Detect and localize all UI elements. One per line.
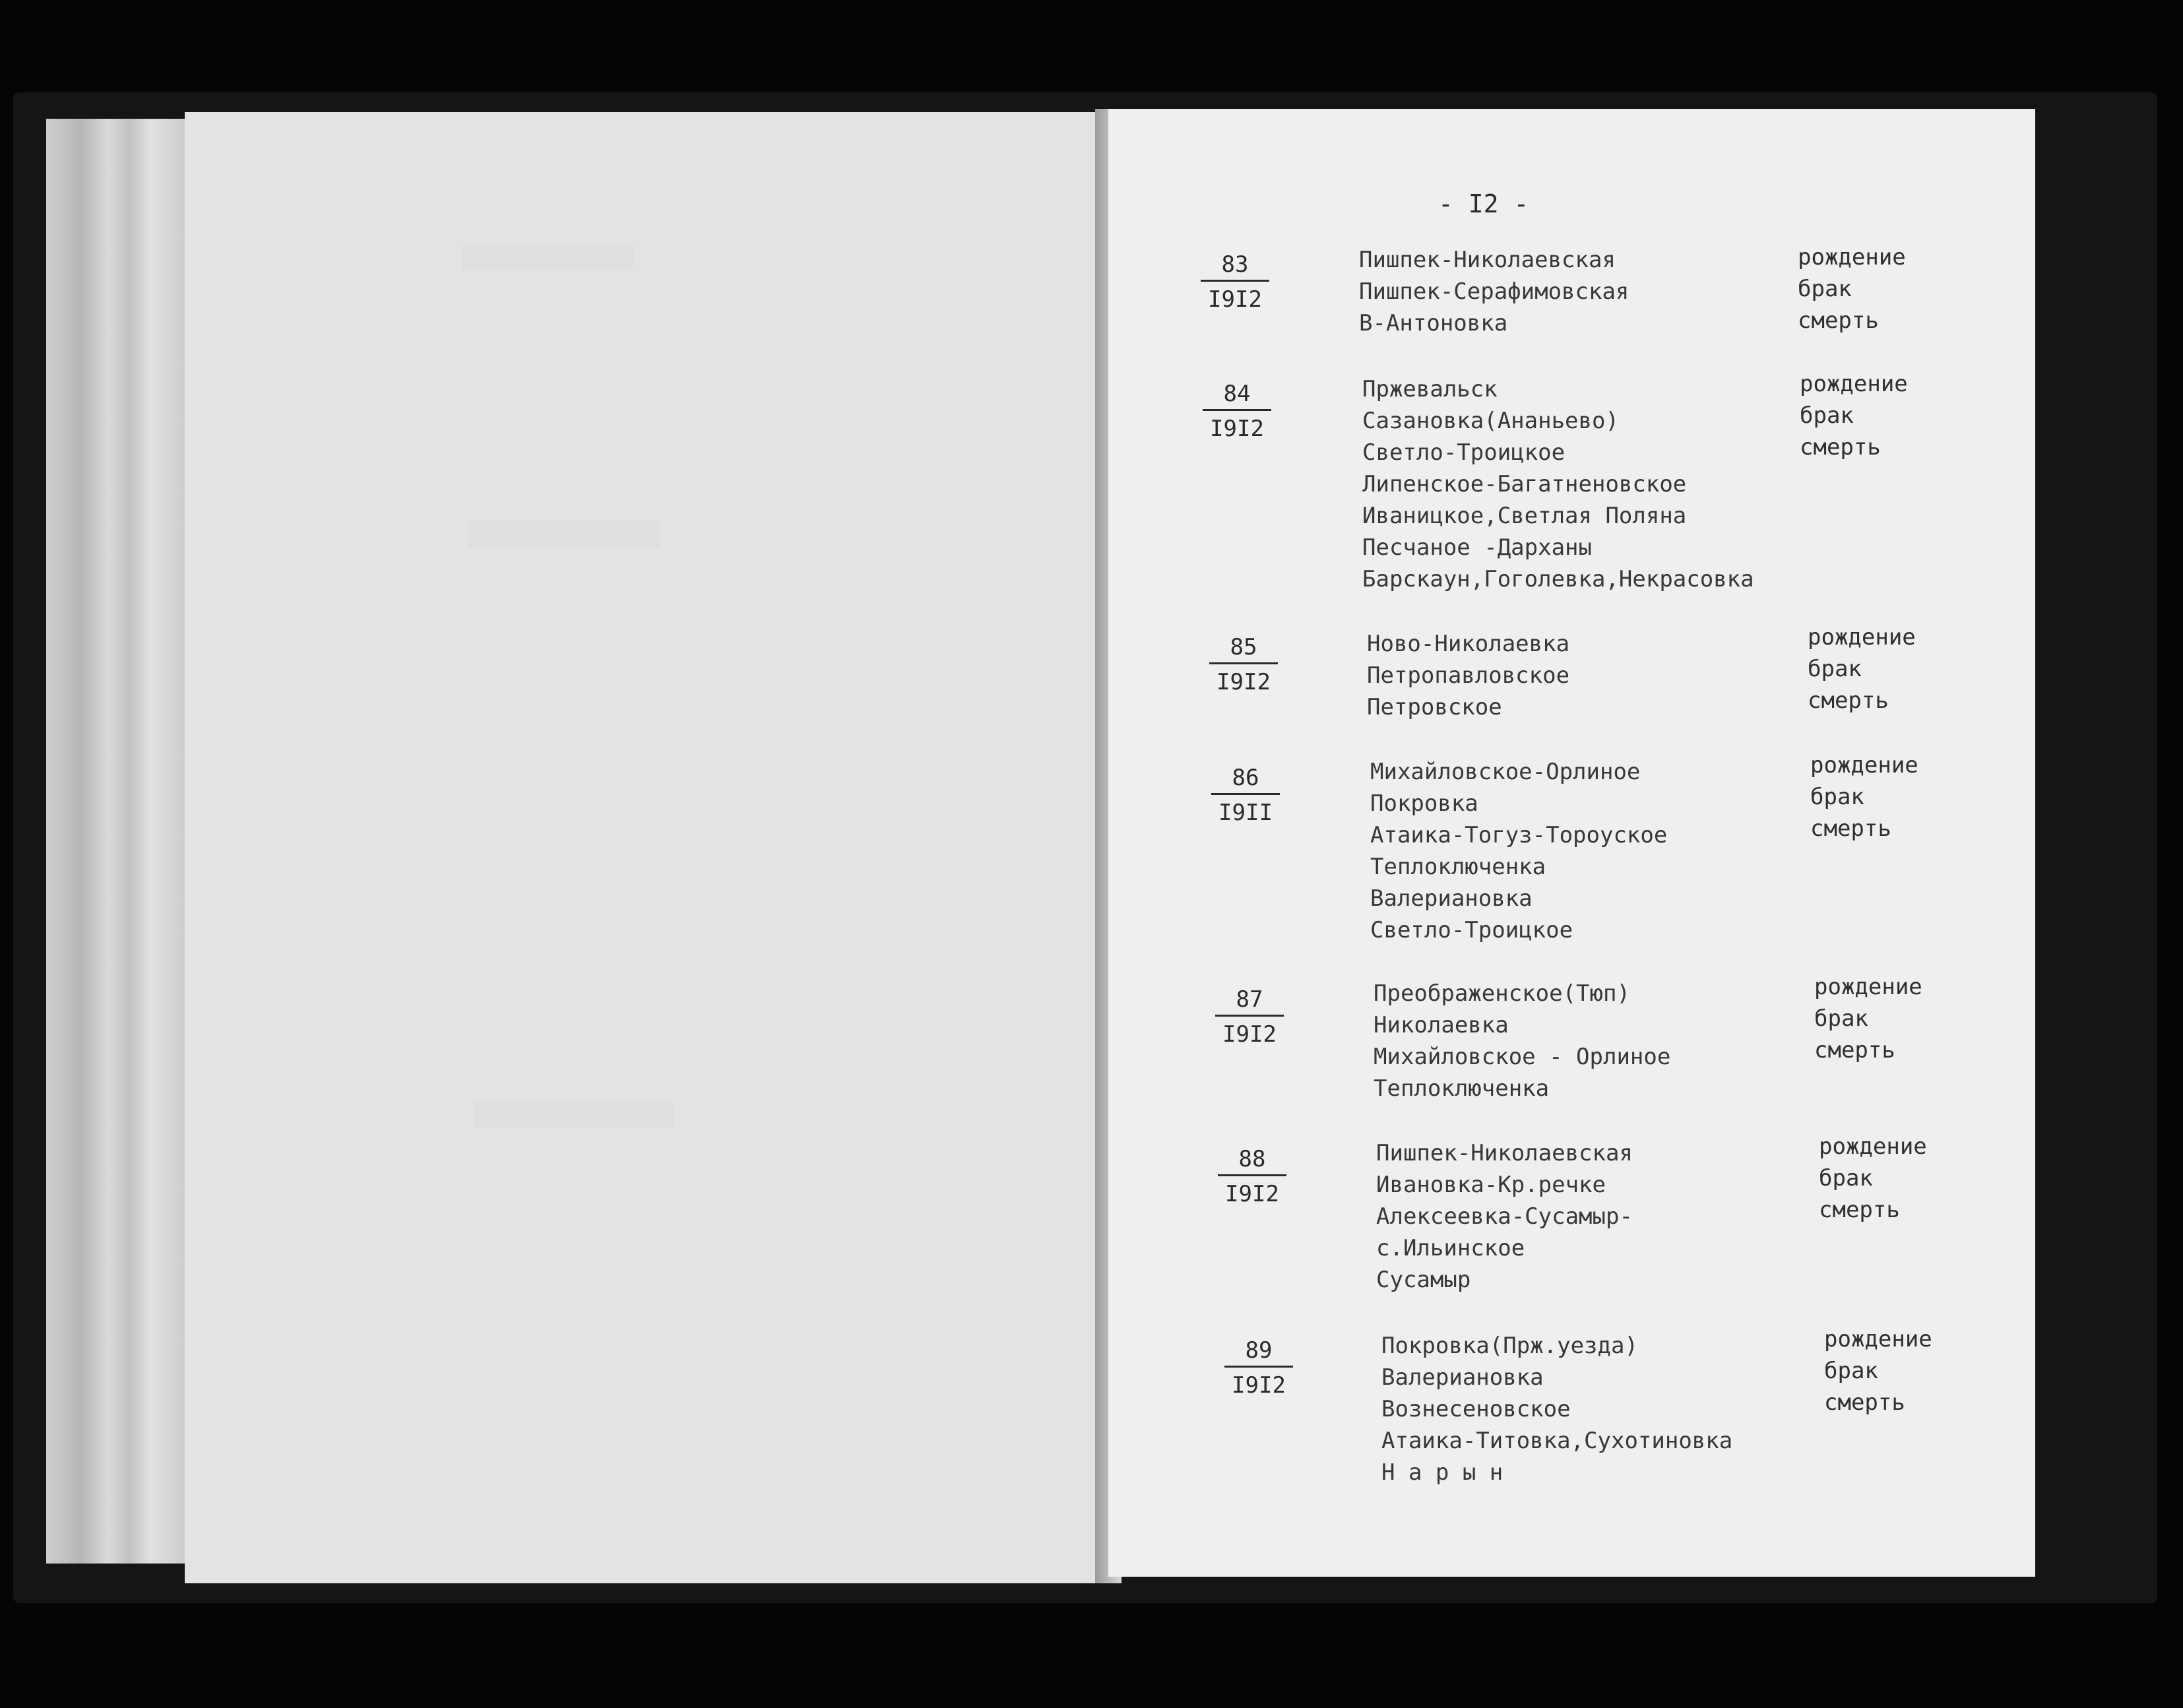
event-death: смерть — [1810, 815, 1891, 842]
place: Валериановка — [1381, 1364, 1544, 1391]
place: Михайловское-Орлиное — [1370, 759, 1641, 785]
event-marriage: брак — [1810, 784, 1864, 810]
year: I9I2 — [1210, 416, 1264, 442]
fond-number: 88 — [1218, 1144, 1286, 1176]
bleed-through-text — [462, 244, 633, 270]
fond-number: 83 — [1201, 249, 1269, 282]
place: Михайловское - Орлиное — [1374, 1044, 1671, 1070]
fond-number: 84 — [1203, 379, 1271, 411]
place: Николаевка — [1374, 1012, 1509, 1038]
place-list — [1381, 1330, 1732, 1488]
fond-number: 89 — [1224, 1335, 1293, 1368]
place: Теплоключенка — [1370, 854, 1546, 880]
event-list — [1819, 1131, 1927, 1226]
page-edges — [46, 119, 185, 1564]
event-birth: рождение — [1800, 371, 1908, 397]
year: I9I2 — [1232, 1372, 1286, 1399]
place: Светло-Троицкое — [1362, 439, 1566, 466]
entry-number — [1213, 1144, 1292, 1209]
bleed-through-text — [468, 521, 660, 548]
entry-number — [1195, 249, 1275, 315]
entry-number — [1219, 1335, 1298, 1401]
entry-number — [1204, 632, 1283, 697]
place: Светло-Троицкое — [1370, 917, 1573, 943]
place: Покровка(Прж.уезда) — [1381, 1333, 1638, 1359]
place: Пишпек-Николаевская — [1359, 247, 1616, 273]
place: Покровка — [1370, 790, 1478, 817]
event-list — [1798, 241, 1906, 336]
event-birth: рождение — [1819, 1133, 1927, 1160]
place: Пишпек-Серафимовская — [1359, 278, 1629, 305]
event-death: смерть — [1819, 1197, 1900, 1223]
event-list — [1810, 749, 1918, 844]
event-death: смерть — [1800, 434, 1881, 460]
event-list — [1800, 368, 1908, 463]
place-list — [1370, 756, 1667, 946]
place-list — [1367, 628, 1569, 723]
place: Пишпек-Николаевская — [1376, 1140, 1633, 1166]
year: I9I2 — [1222, 1021, 1277, 1048]
event-birth: рождение — [1798, 244, 1906, 270]
event-birth: рождение — [1814, 974, 1922, 1000]
place: Теплоключенка — [1374, 1075, 1550, 1102]
place: Преображенское(Тюп) — [1374, 980, 1630, 1007]
place-list — [1359, 244, 1629, 339]
event-marriage: брак — [1808, 656, 1862, 682]
event-death: смерть — [1808, 687, 1889, 714]
event-birth: рождение — [1810, 752, 1918, 778]
place: Песчаное -Дарханы — [1362, 534, 1592, 561]
place: Пржевальск — [1362, 376, 1498, 402]
place: Алексеевка-Сусамыр- — [1376, 1203, 1633, 1230]
fond-number: 85 — [1209, 632, 1278, 664]
fond-number: 87 — [1215, 984, 1284, 1017]
fond-number: 86 — [1211, 763, 1280, 795]
place: Вознесеновское — [1381, 1396, 1571, 1422]
event-death: смерть — [1824, 1389, 1905, 1416]
year: I9I2 — [1208, 286, 1262, 313]
year: I9II — [1218, 800, 1273, 826]
place: Петровское — [1367, 694, 1502, 720]
event-marriage: брак — [1800, 402, 1854, 429]
entry-number — [1206, 763, 1285, 828]
event-marriage: брак — [1824, 1358, 1878, 1384]
place: Липенское-Багатненовское — [1362, 471, 1687, 497]
event-marriage: брак — [1798, 276, 1852, 302]
place: Валериановка — [1370, 885, 1533, 912]
place-list — [1376, 1137, 1633, 1296]
event-death: смерть — [1798, 307, 1879, 334]
entry-number — [1210, 984, 1289, 1050]
place: Ивановка-Кр.речке — [1376, 1172, 1606, 1198]
event-list — [1824, 1323, 1932, 1418]
event-birth: рождение — [1824, 1326, 1932, 1352]
place: Атаика-Тогуз-Тороуское — [1370, 822, 1668, 848]
place: Сусамыр — [1376, 1267, 1471, 1293]
place-list — [1362, 373, 1754, 595]
event-birth: рождение — [1808, 624, 1916, 650]
event-marriage: брак — [1814, 1005, 1868, 1032]
place: Барскаун,Гоголевка,Некрасовка — [1362, 566, 1754, 592]
event-death: смерть — [1814, 1037, 1895, 1063]
year: I9I2 — [1225, 1181, 1279, 1207]
place: Петропавловское — [1367, 662, 1570, 689]
place: Сазановка(Ананьево) — [1362, 408, 1619, 434]
entry-number — [1197, 379, 1277, 444]
event-marriage: брак — [1819, 1165, 1873, 1191]
bleed-through-text — [475, 1102, 673, 1128]
event-list — [1808, 621, 1916, 716]
page-number: - I2 - — [1438, 189, 1529, 218]
place: Ново-Николаевка — [1367, 631, 1570, 657]
place: Н а р ы н — [1381, 1459, 1503, 1486]
place: Иваницкое,Светлая Поляна — [1362, 503, 1687, 529]
place: с.Ильинское — [1376, 1235, 1525, 1261]
year: I9I2 — [1217, 669, 1271, 695]
place-list — [1374, 978, 1670, 1104]
place: В-Антоновка — [1359, 310, 1508, 336]
place: Атаика-Титовка,Сухотиновка — [1381, 1428, 1733, 1454]
left-page — [185, 112, 1122, 1583]
event-list — [1814, 971, 1922, 1066]
